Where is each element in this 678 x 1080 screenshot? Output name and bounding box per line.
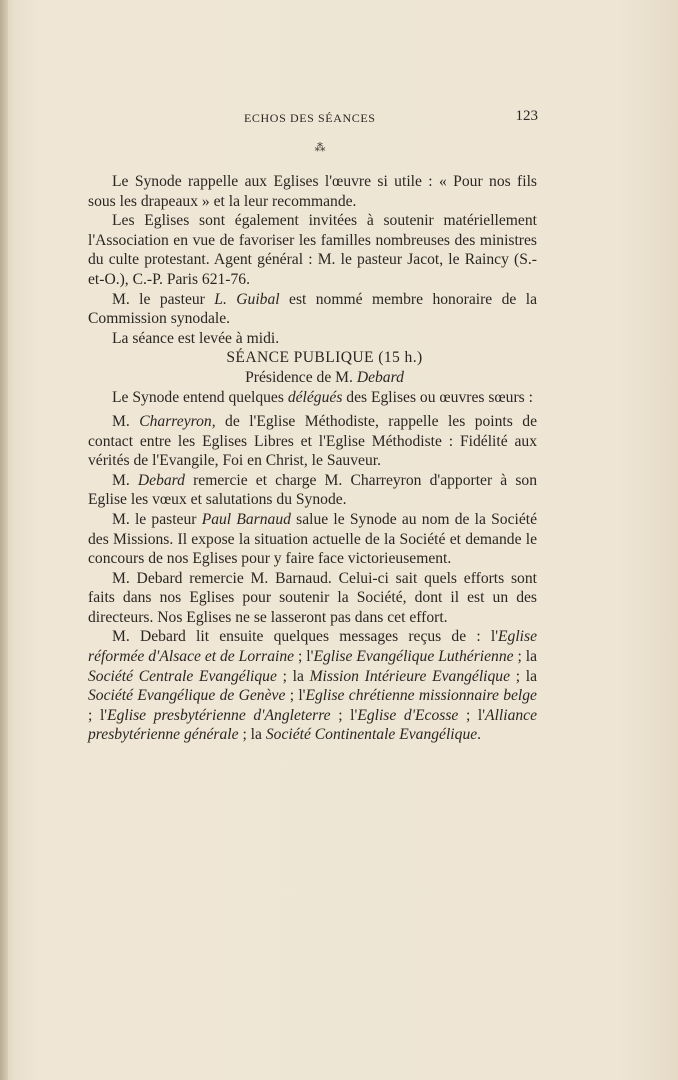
text-run: ; l' (330, 706, 358, 724)
person-name: Debard (356, 369, 404, 387)
person-name: Paul Barnaud (201, 510, 291, 528)
church-name: Société Evangélique de Genève (88, 687, 286, 705)
church-name: Eglise réformée d'Alsace et de Lorraine (88, 628, 537, 666)
page-edge (0, 0, 8, 1080)
church-name: Eglise presbytérienne d'Angleterre (107, 706, 331, 724)
church-name: Eglise Evangélique Luthérienne (313, 648, 514, 666)
text-run: ; la (513, 648, 537, 666)
text-run: salue le Synode au nom de la Société des Missions. Il expose la situation actuelle de la Société et demande le concours de nos Eglises pour y faire face victorieusement. (88, 510, 538, 568)
church-name: Alliance presbytérienne générale (88, 706, 538, 744)
text-run: des Eglises ou œuvres sœurs : (342, 389, 533, 407)
text-run: M. le pasteur (112, 510, 202, 528)
paragraph (88, 412, 537, 471)
paragraph (88, 510, 537, 569)
church-name: Eglise chrétienne missionnaire belge (305, 687, 537, 705)
person-name: Charreyron, (139, 412, 216, 430)
text-run: ; l' (285, 687, 306, 705)
paragraph: Les Eglises sont également invitées à soutenir matériellement l'Association en vue de favoriser les familles nombreuses des ministres du culte protestant. Agent général : M. le pasteur Jacot, le Raincy (S.-et-O.), C.-P. Paris 621-76. (88, 212, 537, 288)
asterism-ornament: ⁂ (314, 141, 326, 154)
paragraph (88, 388, 537, 408)
text-run: M. le pasteur (112, 290, 215, 308)
text-run: Le Synode entend quelques (112, 389, 288, 407)
page-body (88, 172, 537, 745)
paragraph (88, 290, 537, 329)
section-subtitle (88, 368, 537, 388)
paragraph (88, 627, 537, 745)
emphasis: délégués (287, 389, 343, 407)
paragraph (88, 471, 537, 510)
text-run: ; l' (294, 648, 314, 666)
text-run: ; la (510, 667, 537, 685)
text-run: ; la (238, 726, 266, 744)
person-name: L. Guibal (214, 290, 280, 308)
text-run: Présidence de M. (245, 369, 357, 387)
paragraph: Le Synode rappelle aux Eglises l'œuvre si utile : « Pour nos fils sous les drapeaux » et la leur recommande. (88, 173, 537, 210)
text-run: ; la (276, 667, 310, 685)
page-number: 123 (515, 108, 538, 124)
text-run: M. Debard lit ensuite quelques messages reçus de : l' (112, 628, 499, 646)
text-run: ; l' (88, 706, 108, 724)
church-name: Mission Intérieure Evangélique (309, 667, 511, 685)
paragraph: M. Debard remercie M. Barnaud. Celui-ci sait quels efforts sont faits dans nos Eglises pour soutenir la Société, dont il est un des directeurs. Nos Eglises ne se lasseront pas dans cet effort. (88, 569, 537, 626)
text-run: M. (112, 412, 140, 430)
text-run: remercie et charge M. Charreyron d'apporter à son Eglise les vœux et salutations du Synode. (88, 471, 537, 509)
church-name: Société Centrale Evangélique (88, 667, 277, 685)
text-run: est nommé membre honoraire de la Commission synodale. (88, 290, 537, 328)
page-header (106, 108, 538, 130)
church-name: Eglise d'Ecosse (357, 706, 459, 724)
text-run: ; l' (458, 706, 486, 724)
church-name: Société Continentale Evangélique (265, 726, 478, 744)
text-run: de l'Eglise Méthodiste, rappelle les points de contact entre les Eglises Libres et l'Eglise Méthodiste : Fidélité aux vérités de l'Evangile, Foi en Christ, le Sauveur. (88, 412, 537, 470)
section-title: SÉANCE PUBLIQUE (15 h.) (226, 349, 423, 367)
person-name: Debard (137, 471, 185, 489)
text-run: M. (112, 471, 138, 489)
text-run: . (477, 726, 482, 744)
paragraph: La séance est levée à midi. (112, 329, 280, 347)
running-head: ECHOS DES SÉANCES (244, 111, 376, 125)
